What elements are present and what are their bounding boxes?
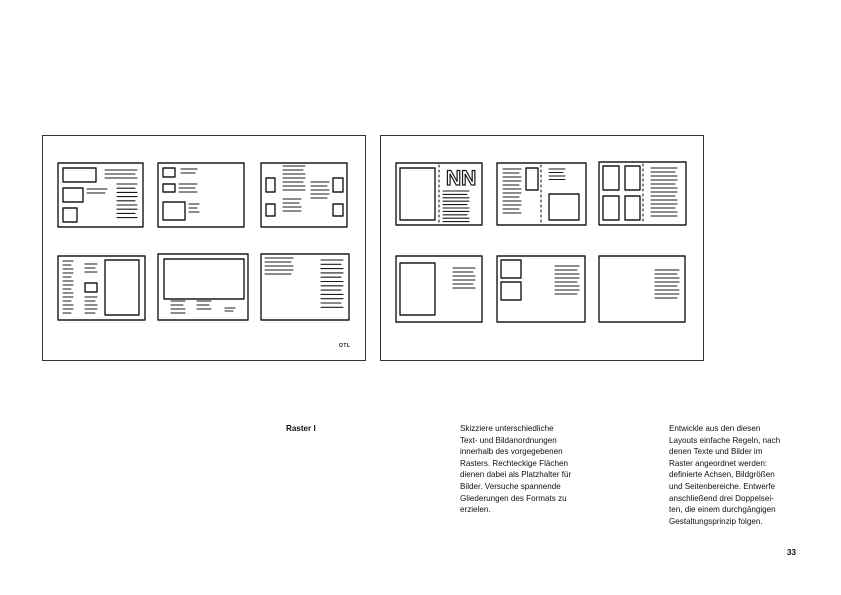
image-placeholder — [266, 178, 275, 192]
text-line: erzielen. — [460, 505, 491, 515]
image-placeholder — [163, 202, 185, 220]
sketch-sheet-left — [42, 135, 366, 361]
layout-sketches-right — [381, 136, 705, 362]
image-placeholder — [501, 260, 521, 278]
image-placeholder — [164, 259, 244, 299]
image-placeholder — [85, 283, 97, 292]
image-placeholder — [105, 260, 139, 315]
text-line: Text- und Bildanordnungen — [460, 435, 557, 445]
image-placeholder — [333, 204, 343, 216]
text-line: Layouts einfache Regeln, nach — [669, 435, 781, 445]
text-line: Gliederungen des Formats zu — [460, 493, 567, 503]
image-placeholder — [400, 263, 435, 315]
text-line: definierte Achsen, Bildgrößen — [669, 470, 775, 480]
image-placeholder — [603, 166, 619, 190]
image-placeholder — [400, 168, 435, 220]
sketch-sheet-right — [380, 135, 704, 361]
thumb-frame — [58, 256, 145, 320]
text-line: und Seitenbereiche. Entwerfe — [669, 481, 776, 491]
signature: OTL — [339, 343, 351, 349]
text-line: anschließend drei Doppelsei- — [669, 493, 774, 503]
caption-title: Raster I — [286, 424, 316, 433]
text-line: Entwickle aus den diesen — [669, 424, 761, 433]
image-placeholder — [333, 178, 343, 192]
thumb-frame — [158, 163, 244, 227]
text-line: Raster angeordnet werden: — [669, 458, 768, 468]
image-placeholder — [526, 168, 538, 190]
thumb-frame — [599, 256, 685, 322]
text-line: Rasters. Rechteckige Flächen — [460, 458, 568, 468]
text-column-2 — [669, 423, 809, 527]
text-line: Bilder. Versuche spannende — [460, 481, 561, 491]
thumb-frame — [158, 254, 248, 320]
page-number: 33 — [787, 548, 797, 557]
text-column-1 — [460, 423, 600, 516]
image-placeholder — [163, 184, 175, 192]
nn-lettering: NN — [446, 167, 477, 190]
image-placeholder — [63, 208, 77, 222]
text-line: Gestaltungsprinzip folgen. — [669, 516, 763, 526]
layout-sketches-left — [43, 136, 367, 362]
image-placeholder — [501, 282, 521, 300]
thumb-frame — [396, 256, 482, 322]
image-placeholder — [266, 204, 275, 216]
image-placeholder — [63, 188, 83, 202]
image-placeholder — [625, 166, 640, 190]
image-placeholder — [603, 196, 619, 220]
image-placeholder — [63, 168, 96, 182]
text-line: ten, die einem durchgängigen — [669, 505, 776, 515]
text-line: denen Texte und Bilder im — [669, 447, 763, 457]
image-placeholder — [163, 168, 175, 177]
image-placeholder — [625, 196, 640, 220]
thumb-frame — [261, 163, 347, 227]
image-placeholder — [549, 194, 579, 220]
text-line: Skizziere unterschiedliche — [460, 424, 554, 433]
text-line: innerhalb des vorgegebenen — [460, 447, 563, 457]
text-line: dienen dabei als Platzhalter für — [460, 470, 572, 480]
